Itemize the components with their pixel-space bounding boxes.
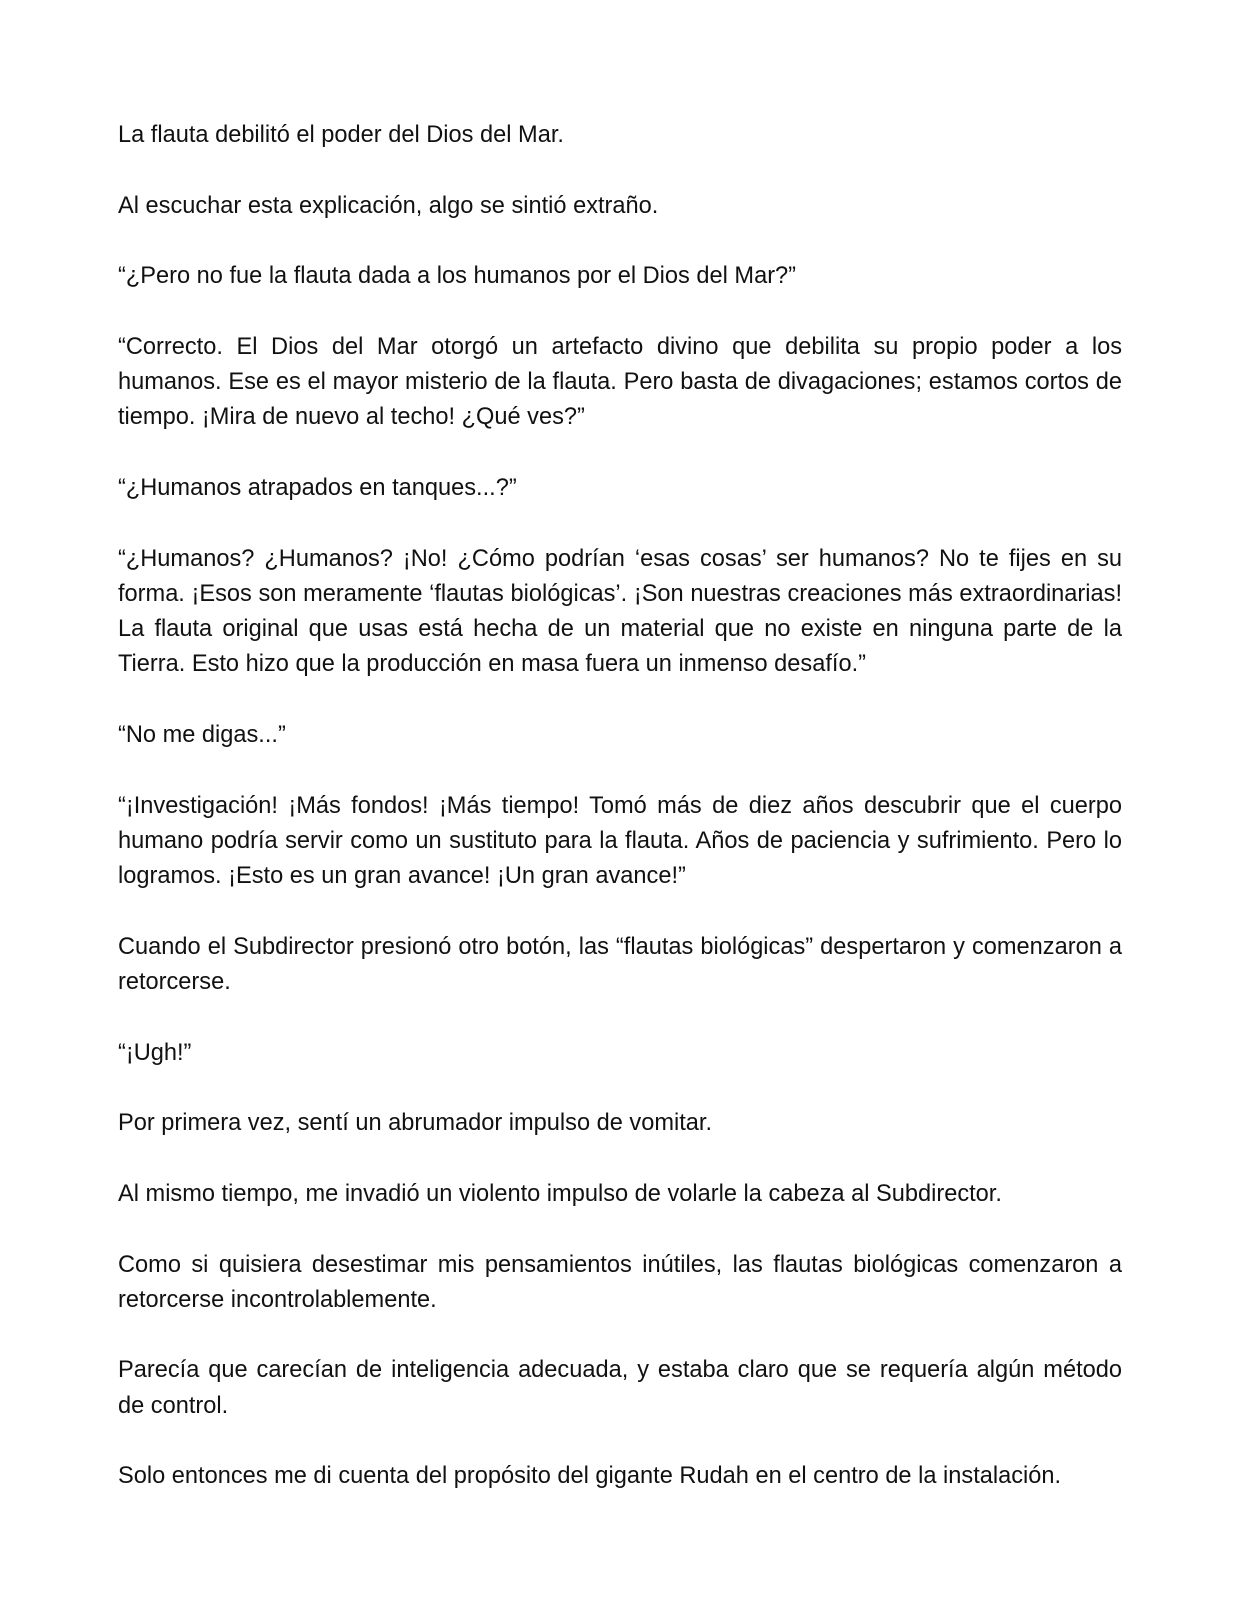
paragraph: Al escuchar esta explicación, algo se sintió extraño.: [118, 192, 659, 219]
paragraph: “Correcto. El Dios del Mar otorgó un artefacto divino que debilita su propio poder a los humanos. Ese es el mayor misterio de la flauta. Pero basta de divagaciones; estamos cortos de tiempo. ¡Mira de nuevo al techo! ¿Qué ves?”: [118, 333, 1122, 431]
paragraph: Cuando el Subdirector presionó otro botón, las “flautas biológicas” despertaron y comenzaron a retorcerse.: [118, 933, 1122, 996]
paragraph: “¡Investigación! ¡Más fondos! ¡Más tiempo! Tomó más de diez años descubrir que el cuerpo humano podría servir como un sustituto para la flauta. Años de paciencia y sufrimiento. Pero lo logramos. ¡Esto es un gran avance! ¡Un gran avance!”: [118, 792, 1122, 890]
paragraph: La flauta debilitó el poder del Dios del Mar.: [118, 122, 564, 148]
paragraph: “¿Humanos? ¿Humanos? ¡No! ¿Cómo podrían ‘esas cosas’ ser humanos? No te fijes en su forma. ¡Esos son meramente ‘flautas biológicas’. ¡Son nuestras creaciones más extraordinarias! La flauta original que usas está hecha de un material que no existe en ninguna parte de la Tierra. Esto hizo que la producción en masa fuera un inmenso desafío.”: [118, 545, 1122, 678]
paragraph: Al mismo tiempo, me invadió un violento impulso de volarle la cabeza al Subdirector.: [118, 1180, 1002, 1207]
paragraph: “No me digas...”: [118, 722, 286, 749]
paragraph: Como si quisiera desestimar mis pensamientos inútiles, las flautas biológicas comenzaron a retorcerse incontrolablemente.: [118, 1251, 1122, 1313]
paragraph: “¿Humanos atrapados en tanques...?”: [118, 474, 517, 501]
document-page: [118, 118, 1122, 1495]
paragraph: Por primera vez, sentí un abrumador impulso de vomitar.: [118, 1110, 713, 1137]
paragraph: Solo entonces me di cuenta del propósito del gigante Rudah en el centro de la instalación.: [118, 1463, 1062, 1490]
paragraph: Parecía que carecían de inteligencia adecuada, y estaba claro que se requería algún método de control.: [118, 1357, 1122, 1419]
paragraph: “¡Ugh!”: [118, 1039, 192, 1066]
paragraph: “¿Pero no fue la flauta dada a los humanos por el Dios del Mar?”: [118, 263, 797, 290]
